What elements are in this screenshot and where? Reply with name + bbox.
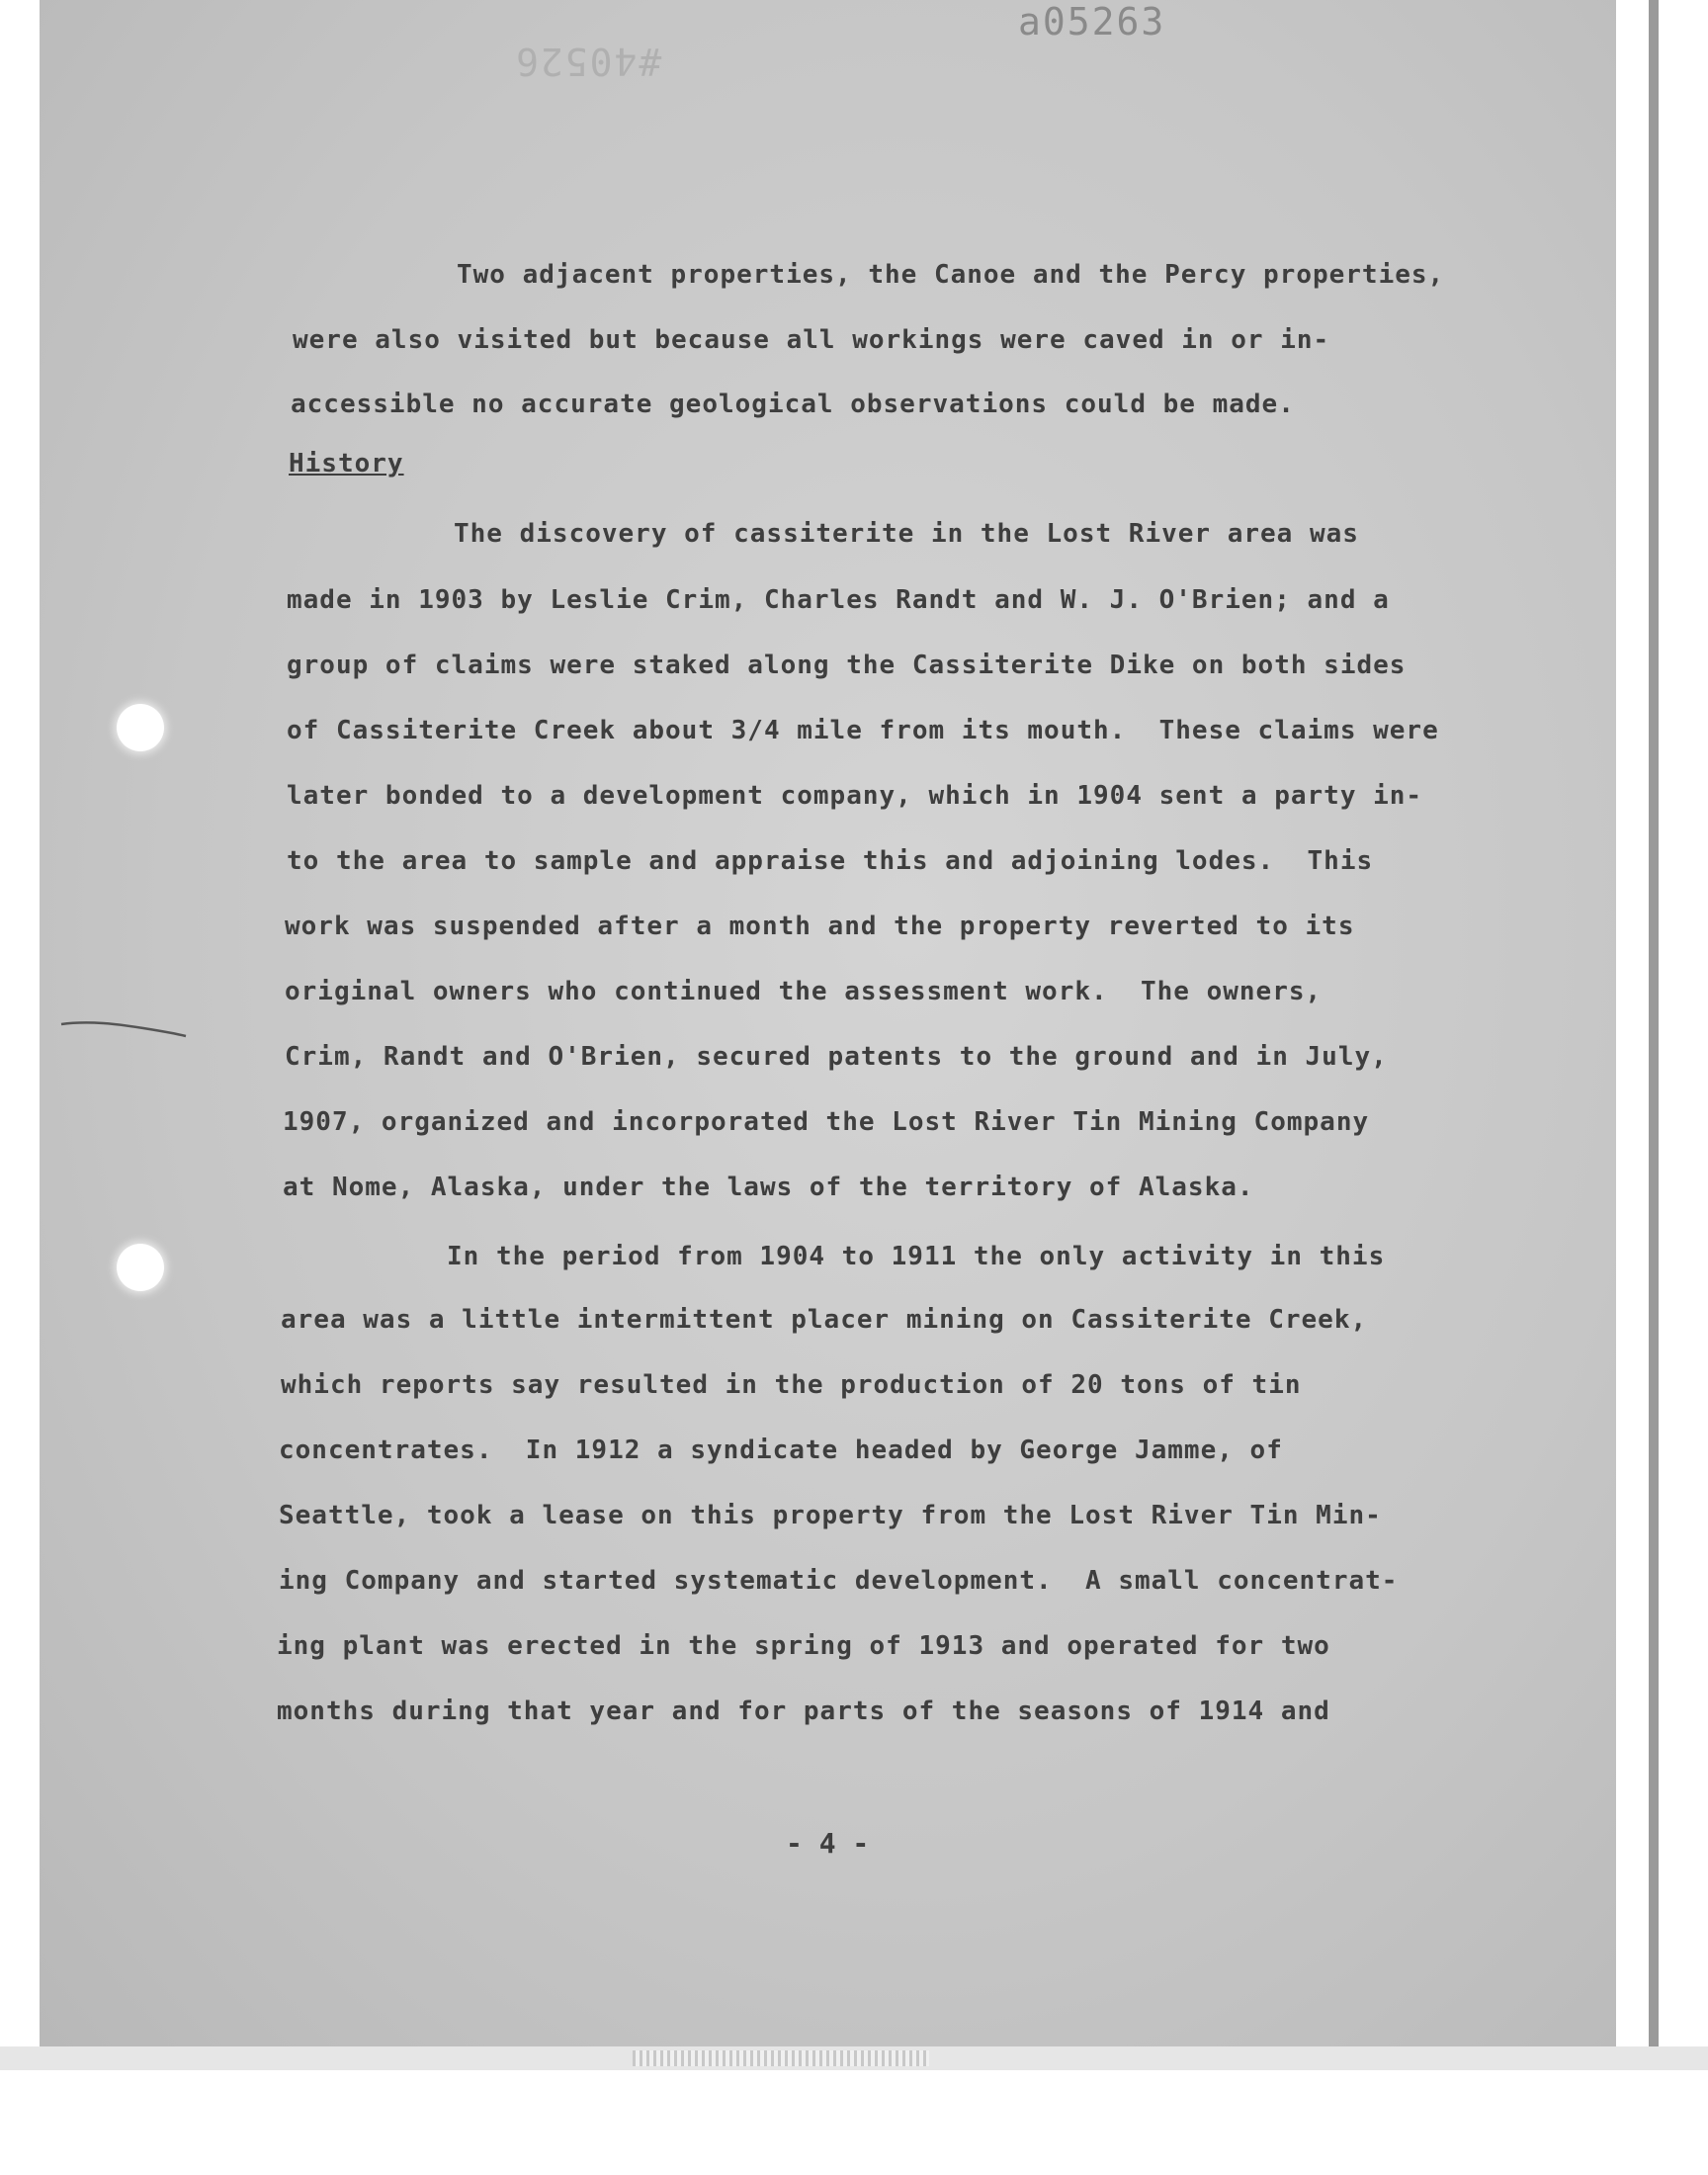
page-number: - 4 - (786, 1827, 870, 1860)
text-line: of Cassiterite Creek about 3/4 mile from its mouth. These claims were (287, 716, 1439, 745)
page-edge-shadow (1649, 0, 1659, 2046)
text-line: original owners who continued the assessment work. The owners, (285, 977, 1323, 1006)
text-line: at Nome, Alaska, under the laws of the territory of Alaska. (283, 1173, 1254, 1202)
text-line: ing Company and started systematic development. A small concentrat- (279, 1566, 1399, 1596)
margin-pencil-mark (59, 1018, 188, 1038)
text-line: months during that year and for parts of the seasons of 1914 and (277, 1696, 1330, 1726)
punch-hole-top (117, 704, 164, 751)
text-line: were also visited but because all workings were caved in or in- (293, 325, 1330, 355)
text-line: work was suspended after a month and the property reverted to its (285, 912, 1355, 941)
text-line: group of claims were staked along the Cassiterite Dike on both sides (287, 651, 1407, 680)
text-line: made in 1903 by Leslie Crim, Charles Randt and W. J. O'Brien; and a (287, 585, 1390, 615)
document-number-stamp: a05263 (1018, 0, 1166, 44)
section-heading: History (289, 449, 404, 478)
text-line: to the area to sample and appraise this and adjoining lodes. This (287, 846, 1374, 876)
faint-number-stamp: #40526 (514, 40, 662, 83)
text-line: which reports say resulted in the production of 20 tons of tin (281, 1370, 1302, 1400)
text-line: Crim, Randt and O'Brien, secured patents to the ground and in July, (285, 1042, 1388, 1072)
text-line: The discovery of cassiterite in the Lost River area was (454, 519, 1359, 549)
punch-hole-bottom (117, 1244, 164, 1291)
text-line: Two adjacent properties, the Canoe and the Percy properties, (457, 260, 1445, 290)
text-line: 1907, organized and incorporated the Lost River Tin Mining Company (283, 1107, 1370, 1137)
text-line: area was a little intermittent placer mining on Cassiterite Creek, (281, 1305, 1368, 1335)
text-line: concentrates. In 1912 a syndicate headed by George Jamme, of (279, 1436, 1283, 1465)
text-line: ing plant was erected in the spring of 1913 and operated for two (277, 1631, 1330, 1661)
text-line: In the period from 1904 to 1911 the only activity in this (447, 1242, 1386, 1271)
scanner-bottom-band (0, 2046, 1708, 2070)
text-line: accessible no accurate geological observations could be made. (291, 390, 1295, 419)
text-line: Seattle, took a lease on this property from the Lost River Tin Min- (279, 1501, 1382, 1530)
text-line: later bonded to a development company, which in 1904 sent a party in- (287, 781, 1423, 811)
scanned-page (40, 0, 1616, 2046)
